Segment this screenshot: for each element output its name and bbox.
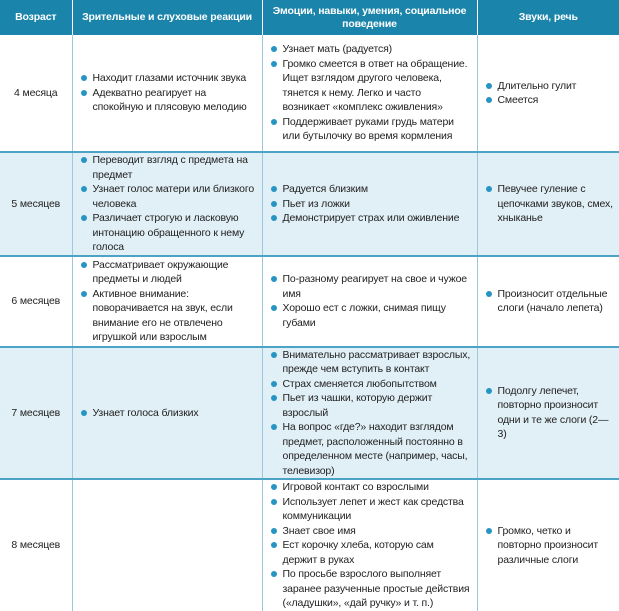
list-item: Демонстрирует страх или оживление [269, 211, 471, 226]
speech-cell [477, 347, 619, 480]
emotions-cell [262, 479, 477, 611]
list-item: Внимательно рассматривает взрослых, прежде чем вступить в контакт [269, 348, 471, 377]
header-emotions: Эмоции, навыки, умения, социальное поведение [262, 0, 477, 35]
list-item: Пьет из ложки [269, 197, 471, 212]
list-item: Смеется [484, 93, 614, 108]
list-item: Радуется близким [269, 182, 471, 197]
age-cell: 5 месяцев [0, 152, 72, 256]
table-row [0, 256, 619, 347]
list-item: Адекватно реагирует на спокойную и плясовую мелодию [79, 86, 256, 115]
emotions-list [269, 480, 471, 611]
list-item: Использует лепет и жест как средства коммуникации [269, 495, 471, 524]
header-vision: Зрительные и слуховые реакции [72, 0, 262, 35]
vision-cell [72, 35, 262, 152]
list-item: Переводит взгляд с предмета на предмет [79, 153, 256, 182]
header-speech: Звуки, речь [477, 0, 619, 35]
header-row [0, 0, 619, 35]
speech-cell [477, 256, 619, 347]
list-item: По-разному реагирует на свое и чужое имя [269, 272, 471, 301]
list-item: Находит глазами источник звука [79, 71, 256, 86]
speech-cell [477, 152, 619, 256]
vision-cell [72, 347, 262, 480]
list-item: Громко, четко и повторно произносит различные слоги [484, 524, 614, 568]
list-item: Знает свое имя [269, 524, 471, 539]
list-item: Рассматривает окружающие предметы и людей [79, 258, 256, 287]
list-item: Узнает мать (радуется) [269, 42, 471, 57]
header-age: Возраст [0, 0, 72, 35]
age-cell: 4 месяца [0, 35, 72, 152]
vision-cell [72, 152, 262, 256]
speech-cell [477, 479, 619, 611]
list-item: Громко смеется в ответ на обращение. Ищет взглядом другого человека, тянется к нему. Легко и часто возникает «комплекс оживления» [269, 57, 471, 115]
list-item: На вопрос «где?» находит взглядом предмет, расположенный постоянно в определенном месте (например, часы, телевизор) [269, 420, 471, 478]
speech-list [484, 182, 614, 226]
speech-list [484, 524, 614, 568]
speech-list [484, 79, 614, 108]
table-row [0, 35, 619, 152]
list-item: Узнает голоса близких [79, 406, 256, 421]
list-item: Певучее гуление с цепочками звуков, смех, хныканье [484, 182, 614, 226]
emotions-cell [262, 256, 477, 347]
speech-list [484, 287, 614, 316]
vision-list [79, 153, 256, 255]
vision-list [79, 406, 256, 421]
list-item: Длительно гулит [484, 79, 614, 94]
age-cell: 8 месяцев [0, 479, 72, 611]
table-row [0, 347, 619, 480]
speech-list [484, 384, 614, 442]
table-row [0, 479, 619, 611]
age-cell: 7 месяцев [0, 347, 72, 480]
table-row [0, 152, 619, 256]
list-item: Активное внимание: поворачивается на звук, если внимание его не отвлечено игрушкой или взрослым [79, 287, 256, 345]
emotions-list [269, 272, 471, 330]
list-item: Различает строгую и ласковую интонацию обращенного к нему голоса [79, 211, 256, 255]
emotions-list [269, 348, 471, 479]
emotions-cell [262, 35, 477, 152]
list-item: Игровой контакт со взрослыми [269, 480, 471, 495]
emotions-cell [262, 152, 477, 256]
emotions-list [269, 42, 471, 144]
vision-cell [72, 256, 262, 347]
list-item: Узнает голос матери или близкого человека [79, 182, 256, 211]
list-item: Подолгу лепечет, повторно произносит одни и те же слоги (2—3) [484, 384, 614, 442]
list-item: Поддерживает руками грудь матери или бутылочку во время кормления [269, 115, 471, 144]
list-item: Страх сменяется любопытством [269, 377, 471, 392]
emotions-list [269, 182, 471, 226]
list-item: Хорошо ест с ложки, снимая пищу губами [269, 301, 471, 330]
emotions-cell [262, 347, 477, 480]
list-item: По просьбе взрослого выполняет заранее разученные простые действия («ладушки», «дай ручку» и т. п.) [269, 567, 471, 611]
list-item: Ест корочку хлеба, которую сам держит в руках [269, 538, 471, 567]
list-item: Произносит отдельные слоги (начало лепета) [484, 287, 614, 316]
speech-cell [477, 35, 619, 152]
age-cell: 6 месяцев [0, 256, 72, 347]
vision-list [79, 258, 256, 345]
list-item: Пьет из чашки, которую держит взрослый [269, 391, 471, 420]
vision-cell [72, 479, 262, 611]
vision-list [79, 71, 256, 115]
